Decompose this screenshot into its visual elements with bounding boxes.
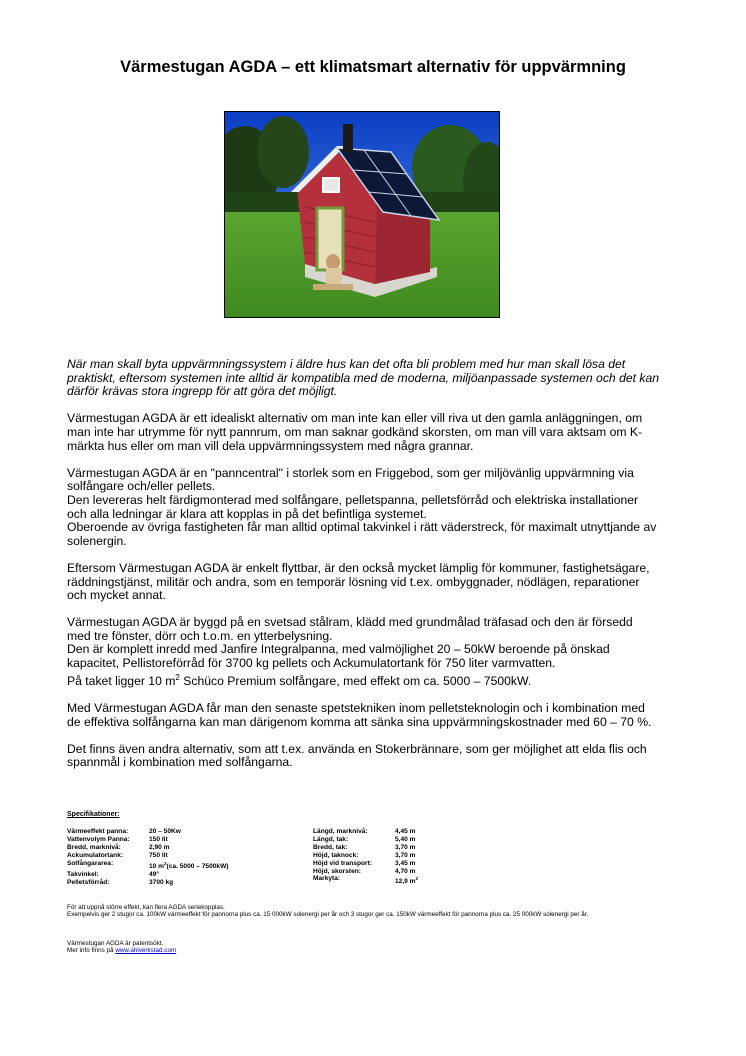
text-line: kapacitet, Pellistoreförråd för 3700 kg pellets och Ackumulatortank för 750 liter varmvatten. bbox=[67, 656, 556, 671]
footer-info bbox=[67, 940, 677, 955]
spec-value: 20 – 50Kw bbox=[149, 828, 181, 835]
specifications-heading: Specifikationer: bbox=[67, 811, 120, 818]
text-line: och alla ledningar är klara att kopplas in på det befintliga systemet. bbox=[67, 506, 427, 521]
intro-paragraph bbox=[67, 358, 685, 399]
spec-value: 5,40 m bbox=[395, 835, 416, 843]
spec-value: 150 lit bbox=[149, 835, 168, 843]
spec-row bbox=[313, 844, 418, 852]
superscript: 2 bbox=[415, 876, 419, 882]
spec-value: 3700 kg bbox=[149, 878, 174, 886]
spec-label: Bredd, tak: bbox=[313, 843, 348, 851]
paragraph-alternative bbox=[67, 412, 685, 453]
spec-value: 49° bbox=[149, 870, 159, 878]
spec-row bbox=[67, 844, 229, 852]
text-line: Den är komplett inredd med Janfire Integralpanna, med valmöjlighet 20 – 50kW beroende på önskad bbox=[67, 642, 610, 657]
spec-value: 4,70 m bbox=[395, 867, 416, 875]
spec-row bbox=[313, 836, 418, 844]
spec-row bbox=[67, 828, 229, 836]
website-link[interactable]: www.ahlverkstad.com bbox=[115, 947, 177, 955]
spec-label: Takvinkel: bbox=[67, 870, 99, 878]
spec-value bbox=[149, 860, 229, 871]
spec-label: Markyta: bbox=[313, 875, 341, 883]
footnote-example: Exempelvis ger 2 stugor ca. 100kW värmeeffekt för pannorna plus ca. 15 000kW solenergi per år och 3 stugor ger ca. 150kW värmeeffekt för pannorna plus ca. 25 000kW solenergi per år. bbox=[67, 911, 589, 919]
text-line: de effektiva solfångarna kan man därigenom komma att sänka sina uppvärmningskostnader med 60 – 70 %. bbox=[67, 714, 652, 729]
spec-label: Ackumulatortank: bbox=[67, 851, 124, 859]
paragraph-flyttbar bbox=[67, 562, 685, 603]
text-line: och mycket annat. bbox=[67, 588, 166, 603]
roof-line-text: På taket ligger 10 m bbox=[67, 673, 176, 688]
text-line: solfångare och/eller pellets. bbox=[67, 479, 216, 494]
footnote-block bbox=[67, 904, 677, 919]
paragraph-savings bbox=[67, 702, 685, 729]
spec-row bbox=[67, 879, 229, 887]
spec-value: 3,70 m bbox=[395, 851, 416, 859]
spec-label: Höjd, skorsten: bbox=[313, 867, 361, 875]
spec-label: Pelletsförråd: bbox=[67, 878, 110, 886]
spec-row bbox=[313, 852, 418, 860]
paragraph-stoker bbox=[67, 743, 685, 770]
text-line: därför krävas stora ingrepp för att göra det möjligt. bbox=[67, 384, 338, 399]
specifications-left-column bbox=[67, 828, 229, 887]
text-line: räddningstjänst, militär och andra, som en temporär lösning vid t.ex. ombyggnader, nödlägen, reparationer bbox=[67, 574, 640, 589]
spec-row bbox=[313, 868, 418, 876]
text-line: Det finns även andra alternativ, som att t.ex. använda en Stokerbrännare, som ger möjlighet att elda flis och bbox=[67, 741, 647, 756]
text-line: med tre fönster, dörr och t.o.m. en ytterbelysning. bbox=[67, 628, 333, 643]
paragraph-construction bbox=[67, 616, 685, 688]
spec-label: Bredd, marknivå: bbox=[67, 843, 121, 851]
more-info-line bbox=[67, 947, 677, 954]
spec-label: Längd, marknivå: bbox=[313, 828, 368, 835]
spec-row bbox=[67, 871, 229, 879]
spec-label: Längd, tak: bbox=[313, 835, 349, 843]
superscript: 2 bbox=[175, 672, 180, 682]
text-line: märkta hus eller om man vill dela uppvärmningssystem med några grannar. bbox=[67, 438, 474, 453]
spec-label: Höjd vid transport: bbox=[313, 859, 372, 867]
spec-row bbox=[67, 836, 229, 844]
agda-cabin-photo bbox=[224, 111, 500, 318]
text-line: När man skall byta uppvärmningssystem i äldre hus kan det ofta bli problem med hur man skall lösa det bbox=[67, 357, 626, 371]
spec-value: 4,45 m bbox=[395, 828, 416, 835]
text-line: Värmestugan AGDA är ett idealiskt alternativ om man inte kan eller vill riva ut den gamla anläggningen, om bbox=[67, 411, 643, 426]
cabin-illustration bbox=[225, 112, 499, 317]
footnote-series: För att uppnå större effekt, kan flera AGDA seriekopplas. bbox=[67, 904, 225, 911]
text-line: Värmestugan AGDA är en "panncentral" i storlek som en Friggebod, som ger miljövänlig uppvärmning via bbox=[67, 465, 634, 480]
spec-label: Solfångararea: bbox=[67, 859, 114, 867]
spec-label: Vattenvolym Panna: bbox=[67, 835, 130, 843]
spec-value: 2,90 m bbox=[149, 843, 170, 851]
spec-row bbox=[313, 875, 418, 886]
spec-value-text: 12,9 m bbox=[395, 878, 416, 886]
spec-value: 3,45 m bbox=[395, 859, 416, 867]
spec-row bbox=[313, 860, 418, 868]
text-line: praktiskt, eftersom systemen inte alltid är kompatibla med de moderna, miljöanpassade systemen och det kan bbox=[67, 370, 660, 385]
more-info-text: Mer info finns på bbox=[67, 947, 116, 955]
roof-line-text: Schüco Premium solfångare, med effekt om ca. 5000 – 7500kW. bbox=[179, 673, 532, 688]
specifications-right-column bbox=[313, 828, 418, 887]
spec-value: 3,70 m bbox=[395, 843, 416, 851]
patent-notice: Värmestugan AGDA är patentsökt. bbox=[67, 940, 164, 947]
text-line: man inte har utrymme för nytt pannrum, om man saknar godkänd skorsten, om man vill vara aktsam om K- bbox=[67, 424, 643, 439]
article-body bbox=[67, 358, 685, 783]
paragraph-panncentral bbox=[67, 467, 685, 549]
spec-value-text: (ca. 5000 – 7500kW) bbox=[166, 862, 229, 870]
spec-row bbox=[67, 860, 229, 871]
superscript: 2 bbox=[164, 860, 167, 866]
text-line: Den levereras helt färdigmonterad med solfångare, pelletspanna, pelletsförråd och elektriska installationer bbox=[67, 492, 639, 507]
spec-value bbox=[395, 875, 418, 886]
spec-row bbox=[313, 828, 418, 836]
text-line: Värmestugan AGDA är byggd på en svetsad stålram, klädd med grundmålad träfasad och den är försedd bbox=[67, 615, 633, 630]
spec-row bbox=[67, 852, 229, 860]
page-title: Värmestugan AGDA – ett klimatsmart alternativ för uppvärmning bbox=[120, 58, 626, 76]
spec-label: Värmeeffekt panna: bbox=[67, 828, 129, 835]
spec-label: Höjd, taknock: bbox=[313, 851, 359, 859]
text-line: spannmål i kombination med solfångarna. bbox=[67, 755, 293, 770]
text-line: Med Värmestugan AGDA får man den senaste spetstekniken inom pelletsteknologin och i kombination med bbox=[67, 700, 645, 715]
text-line: Eftersom Värmestugan AGDA är enkelt flyttbar, är den också mycket lämplig för kommuner, fastighetsägare, bbox=[67, 560, 650, 575]
text-line: Oberoende av övriga fastigheten får man alltid optimal takvinkel i rätt väderstreck, för maximalt utnyttjande av bbox=[67, 520, 657, 535]
spec-value-text: 10 m bbox=[149, 862, 165, 870]
roof-line bbox=[67, 671, 685, 689]
text-line: solenergin. bbox=[67, 533, 127, 548]
spec-value: 750 lit bbox=[149, 851, 168, 859]
